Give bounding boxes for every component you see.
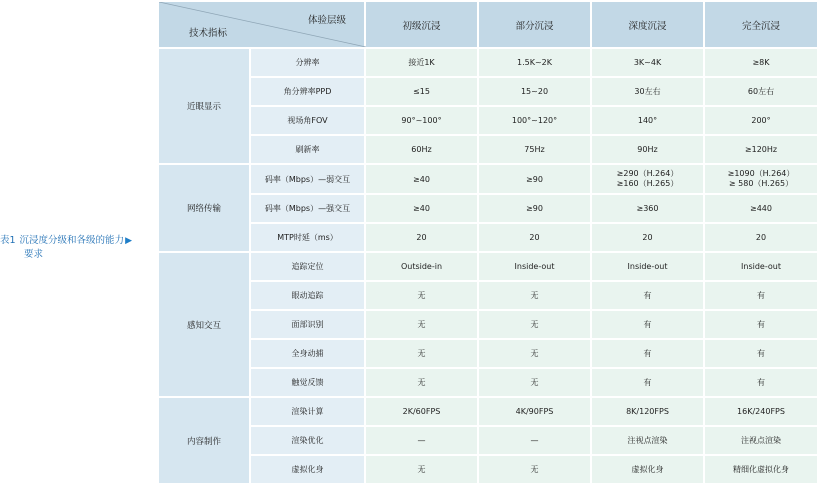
header-corner-cell <box>158 1 365 48</box>
value-cell: 90Hz <box>591 135 704 164</box>
value-cell: 有 <box>704 281 817 310</box>
metric-label: 角分辨率PPD <box>250 77 365 106</box>
caption-text-line1: 沉浸度分级和各级的能力 <box>19 235 125 246</box>
value-cell: 接近1K <box>365 48 478 77</box>
value-cell: 60Hz <box>365 135 478 164</box>
table-caption <box>0 234 152 261</box>
metric-label: 眼动追踪 <box>250 281 365 310</box>
value-cell: 无 <box>365 281 478 310</box>
value-line: ≥290（H.264） <box>616 169 679 178</box>
value-cell: 无 <box>478 339 591 368</box>
value-cell: 2K/60FPS <box>365 397 478 426</box>
value-cell: 20 <box>704 223 817 252</box>
section-label: 近眼显示 <box>158 48 250 164</box>
value-cell: 4K/90FPS <box>478 397 591 426</box>
header-level-1: 初级沉浸 <box>365 1 478 48</box>
value-cell: 注视点渲染 <box>591 426 704 455</box>
caption-arrow-icon: ▶ <box>125 236 132 246</box>
corner-label-metrics: 技术指标 <box>189 28 228 39</box>
value-cell: 20 <box>365 223 478 252</box>
value-cell: — <box>478 426 591 455</box>
value-cell: 16K/240FPS <box>704 397 817 426</box>
metric-label: 面部识别 <box>250 310 365 339</box>
value-cell: 20 <box>478 223 591 252</box>
value-cell: — <box>365 426 478 455</box>
section-label: 感知交互 <box>158 252 250 397</box>
value-cell: ≥8K <box>704 48 817 77</box>
table-row <box>158 48 817 77</box>
value-cell: 60左右 <box>704 77 817 106</box>
table-row <box>158 397 817 426</box>
value-cell: ≥120Hz <box>704 135 817 164</box>
value-cell: 无 <box>478 310 591 339</box>
value-cell: 15~20 <box>478 77 591 106</box>
value-cell: ≥90 <box>478 194 591 223</box>
metric-label: 刷新率 <box>250 135 365 164</box>
table-row <box>158 223 817 252</box>
metric-label: 追踪定位 <box>250 252 365 281</box>
value-cell: 1.5K~2K <box>478 48 591 77</box>
value-cell: ≤15 <box>365 77 478 106</box>
table-row <box>158 252 817 281</box>
value-cell: 有 <box>704 368 817 397</box>
value-cell <box>591 164 704 194</box>
metric-label: 视场角FOV <box>250 106 365 135</box>
table-row <box>158 426 817 455</box>
section-label: 内容制作 <box>158 397 250 484</box>
corner-label-levels: 体验层级 <box>307 15 346 26</box>
metric-label: 全身动捕 <box>250 339 365 368</box>
value-cell: 8K/120FPS <box>591 397 704 426</box>
table-row <box>158 77 817 106</box>
value-cell: 无 <box>365 339 478 368</box>
table-row <box>158 310 817 339</box>
value-cell: 有 <box>591 339 704 368</box>
value-cell: 有 <box>591 310 704 339</box>
metric-label: MTP时延（ms） <box>250 223 365 252</box>
value-cell: Inside-out <box>704 252 817 281</box>
table-body <box>158 48 817 484</box>
value-cell: 无 <box>365 368 478 397</box>
value-cell: 100°~120° <box>478 106 591 135</box>
table-row <box>158 455 817 484</box>
value-cell: 注视点渲染 <box>704 426 817 455</box>
table-row <box>158 339 817 368</box>
header-row <box>158 1 817 48</box>
value-cell: 有 <box>704 310 817 339</box>
table-row <box>158 194 817 223</box>
value-cell: 200° <box>704 106 817 135</box>
value-cell <box>704 164 817 194</box>
metric-label: 渲染优化 <box>250 426 365 455</box>
value-cell: 140° <box>591 106 704 135</box>
value-cell: 无 <box>365 310 478 339</box>
header-level-2: 部分沉浸 <box>478 1 591 48</box>
value-cell: 有 <box>704 339 817 368</box>
value-cell: 虚拟化身 <box>591 455 704 484</box>
value-cell: 有 <box>591 368 704 397</box>
value-cell: Inside-out <box>478 252 591 281</box>
metric-label: 码率（Mbps）—弱交互 <box>250 164 365 194</box>
header-level-3: 深度沉浸 <box>591 1 704 48</box>
value-cell: ≥90 <box>478 164 591 194</box>
table-row <box>158 281 817 310</box>
metric-label: 渲染计算 <box>250 397 365 426</box>
value-cell: ≥360 <box>591 194 704 223</box>
value-cell: 有 <box>591 281 704 310</box>
value-cell: 90°~100° <box>365 106 478 135</box>
table-row <box>158 368 817 397</box>
metric-label: 分辨率 <box>250 48 365 77</box>
value-cell: 无 <box>365 455 478 484</box>
table-row <box>158 164 817 194</box>
metric-label: 码率（Mbps）—强交互 <box>250 194 365 223</box>
value-cell: ≥40 <box>365 194 478 223</box>
section-label: 网络传输 <box>158 164 250 252</box>
value-cell: 无 <box>478 368 591 397</box>
immersion-level-table <box>157 0 817 485</box>
value-cell: Inside-out <box>591 252 704 281</box>
value-cell: Outside-in <box>365 252 478 281</box>
value-cell: 20 <box>591 223 704 252</box>
value-cell: ≥440 <box>704 194 817 223</box>
value-cell: 无 <box>478 281 591 310</box>
value-cell: 精细化虚拟化身 <box>704 455 817 484</box>
value-line: ≥1090（H.264） <box>727 169 795 178</box>
value-cell: 3K~4K <box>591 48 704 77</box>
value-line: ≥ 580（H.265） <box>728 179 794 188</box>
header-level-4: 完全沉浸 <box>704 1 817 48</box>
metric-label: 虚拟化身 <box>250 455 365 484</box>
value-cell: 30左右 <box>591 77 704 106</box>
table-row <box>158 135 817 164</box>
value-cell: 无 <box>478 455 591 484</box>
metric-label: 触觉反馈 <box>250 368 365 397</box>
caption-text-line2: 要求 <box>24 249 44 260</box>
value-line: ≥160（H.265） <box>616 179 679 188</box>
table-row <box>158 106 817 135</box>
value-cell: 75Hz <box>478 135 591 164</box>
caption-number: 表1 <box>0 235 16 246</box>
value-cell: ≥40 <box>365 164 478 194</box>
